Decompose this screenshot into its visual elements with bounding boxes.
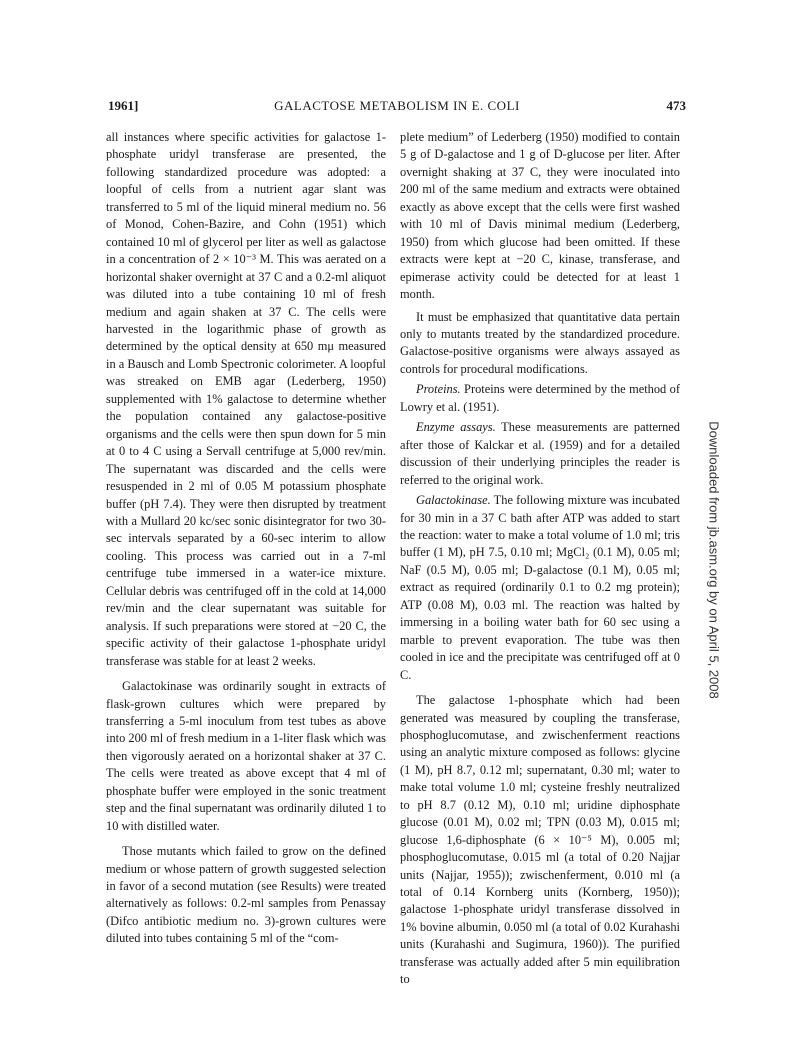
right-column: [400, 129, 680, 989]
paragraph-galactokinase: [400, 492, 680, 684]
page-number: 473: [666, 98, 686, 113]
volume-year: 1961]: [108, 98, 139, 113]
download-watermark: Downloaded from jb.asm.org by on April 5, 2008: [706, 421, 722, 699]
paragraph: The galactose 1-phosphate which had been generated was measured by coupling the transferase, phosphoglucomutase, and zwischenferment reactions using an analytic mixture composed as follows: glycine (1 M), pH 8.7, 0.12 ml; supernatant, 0.30 ml; water to make total volume 1.0 ml; cysteine freshly neutralized to pH 8.7 (0.12 M), 0.10 ml; uridine diphosphate glucose (0.01 M), 0.02 ml; TPN (0.03 M), 0.015 ml; glucose 1,6-diphosphate (6 × 10⁻⁵ M), 0.005 ml; phosphoglucomutase, 0.015 ml (a total of 0.20 Najjar units (Najjar, 1955)); zwischenferment, 0.010 ml (a total of 0.14 Kornberg units (Kornberg, 1950)); galactose 1-phosphate uridyl transferase dissolved in 1% bovine albumin, 0.050 ml (a total of 0.02 Kurahashi units (Kurahashi and Sugimura, 1960)). The purified transferase was actually added after 5 min equilibration to: [400, 693, 680, 987]
running-title: GALACTOSE METABOLISM IN E. COLI: [274, 98, 520, 113]
section-heading: Proteins.: [416, 382, 461, 397]
paragraph-text: These measurements are patterned after those of Kalckar et al. (1959) and for a detailed discussion of their underlying principles the reader is referred to the original work.: [400, 420, 680, 487]
section-heading: Galactokinase.: [416, 493, 491, 508]
left-column: [106, 129, 386, 948]
running-header: [108, 98, 686, 118]
paragraph-proteins: [400, 381, 680, 416]
paragraph: plete medium” of Lederberg (1950) modified to contain 5 g of D-galactose and 1 g of D-glucose per liter. After overnight shaking at 37 C, they were inoculated into 200 ml of the same medium and extracts were obtained exactly as above except that the cells were first washed with 10 ml of Davis minimal medium (Lederberg, 1950) from which glucose had been omitted. If these extracts were kept at −20 C, kinase, transferase, and epimerase activity could be detected for at least 1 month.: [400, 130, 680, 302]
paragraph: It must be emphasized that quantitative data pertain only to mutants treated by the standardized procedure. Galactose-positive organisms were always assayed as controls for procedural modifications.: [400, 309, 680, 376]
paragraph-enzyme-assays: [400, 419, 680, 489]
paragraph-text: The following mixture was incubated for 30 min in a 37 C bath after ATP was added to start the reaction: water to make a total volume of 1.0 ml; tris buffer (1 M), pH 7.5, 0.10 ml; MgCl₂ (0.1 M), 0.05 ml; NaF (0.5 M), 0.05 ml; D-galactose (0.1 M), 0.05 ml; extract as required (ordinarily 0.1 to 0.2 mg protein); ATP (0.08 M), 0.03 ml. The reaction was halted by immersing in a boiling water bath for 60 sec using a marble to prevent evaporation. The tube was then cooled in ice and the precipitate was centrifuged off at 0 C.: [400, 493, 680, 682]
section-heading: Enzyme assays.: [416, 420, 496, 435]
paragraph: all instances where specific activities for galactose 1-phosphate uridyl transferase are presented, the following standardized procedure was adopted: a loopful of cells from a nutrient agar slant was transferred to 5 ml of the liquid mineral medium no. 56 of Monod, Cohen-Bazire, and Cohn (1951) which contained 10 ml of glycerol per liter as well as galactose in a concentration of 2 × 10⁻³ M. This was aerated on a horizontal shaker overnight at 37 C and a 0.2-ml aliquot was diluted into a tube containing 10 ml of fresh medium and again shaken at 37 C. The cells were harvested in the logarithmic phase of growth as determined by the optical density at 650 mμ measured in a Bausch and Lomb Spectronic colorimeter. A loopful was streaked on EMB agar (Lederberg, 1950) supplemented with 1% galactose to determine whether the population contained any galactose-positive organisms and the cells were then spun down for 5 min at 0 to 4 C using a Servall centrifuge at 5,000 rev/min. The supernatant was discarded and the cells were resuspended in 2 ml of 0.05 M potassium phosphate buffer (pH 7.4). They were then disrupted by treatment with a Mullard 20 kc/sec sonic disintegrator for two 30-sec intervals separated by a 60-sec interim to allow cooling. This process was carried out in a 7-ml centrifuge tube immersed in a water-ice mixture. Cellular debris was centrifuged off in the cold at 14,000 rev/min and the clear supernatant was suitable for analysis. If such preparations were stored at −20 C, the specific activity of their galactose 1-phosphate uridyl transferase was stable for at least 2 weeks.: [106, 130, 386, 668]
paragraph: Those mutants which failed to grow on the defined medium or whose pattern of growth suggested selection in favor of a second mutation (see Results) were treated alternatively as follows: 0.2-ml samples from Penassay (Difco antibiotic medium no. 3)-grown cultures were diluted into tubes containing 5 ml of the “com-: [106, 844, 386, 946]
paragraph: Galactokinase was ordinarily sought in extracts of flask-grown cultures which were prepared by transferring a 5-ml inoculum from test tubes as above into 200 ml of fresh medium in a 1-liter flask which was then vigorously aerated on a horizontal shaker at 37 C. The cells were treated as above except that 4 ml of phosphate buffer were employed in the sonic treatment step and the final supernatant was ordinarily diluted 1 to 10 with distilled water.: [106, 679, 386, 833]
paragraph-text: Proteins were determined by the method of Lowry et al. (1951).: [400, 382, 680, 414]
